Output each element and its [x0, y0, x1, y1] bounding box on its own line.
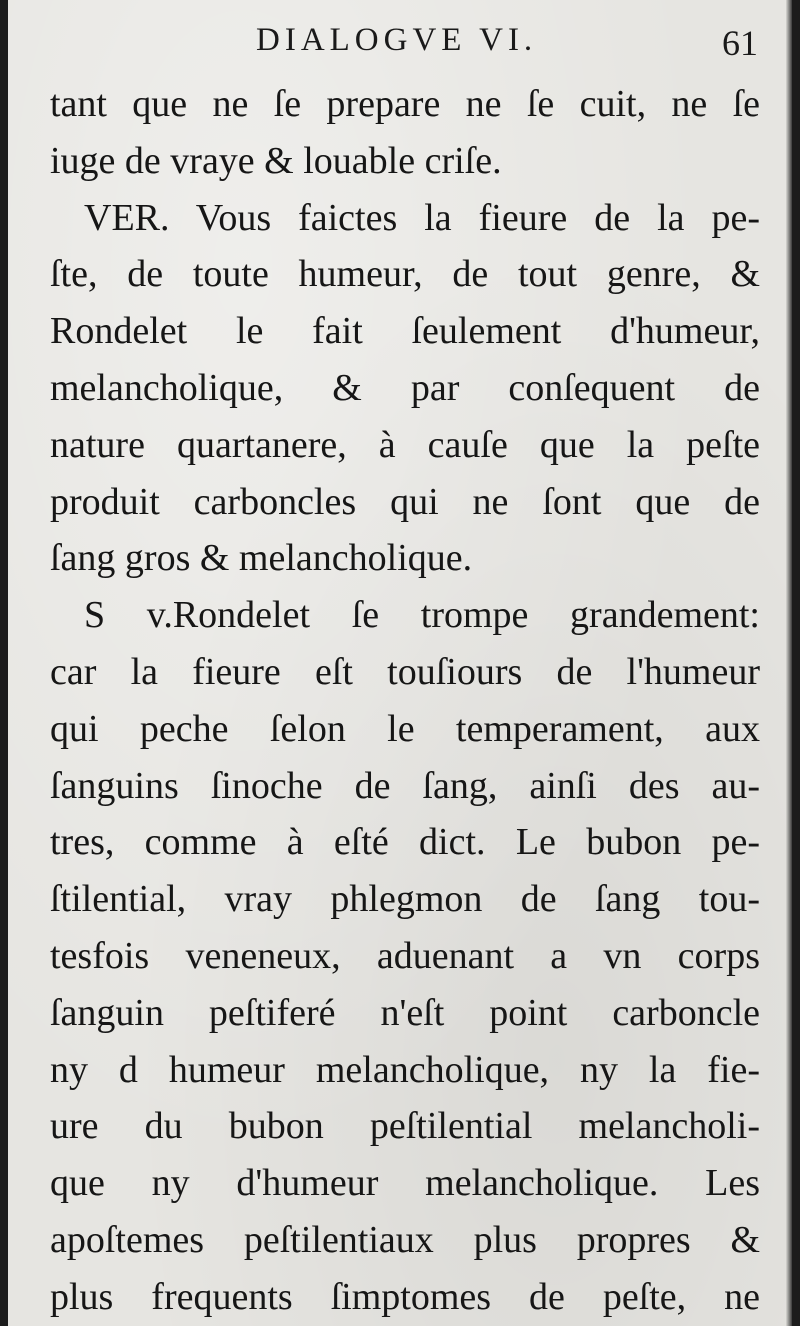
text-line: ſtilential, vray phlegmon de ſang tou- — [50, 878, 760, 921]
text-line: tesfois veneneux, aduenant a vn corps — [50, 934, 760, 977]
page-header — [8, 22, 792, 72]
text-line: iuge de vraye & louable criſe. — [50, 139, 502, 182]
text-line: ſanguin peſtiferé n'eſt point carboncle — [50, 991, 760, 1034]
text-line: tres, comme à eſté dict. Le bubon pe- — [50, 821, 760, 864]
text-line: melancholique, & par conſequent de — [50, 366, 760, 409]
text-line: que ny d'humeur melancholique. Les — [50, 1162, 760, 1205]
book-page — [8, 0, 792, 1326]
text-line: S v.Rondelet ſe trompe grandement: — [84, 594, 760, 637]
text-line: car la fieure eſt touſiours de l'humeur — [50, 650, 760, 693]
text-line: Rondelet le fait ſeulement d'humeur, — [50, 310, 760, 353]
text-line: apoſtemes peſtilentiaux plus propres & — [50, 1218, 760, 1261]
text-line: VER. Vous faictes la fieure de la pe- — [84, 196, 760, 239]
text-line: ſanguins ſinoche de ſang, ainſi des au- — [50, 764, 760, 807]
text-line: ny d humeur melancholique, ny la fie- — [50, 1048, 760, 1091]
running-title: DIALOGVE VI. — [256, 22, 538, 58]
text-line: plus frequents ſimptomes de peſte, ne — [50, 1275, 760, 1318]
text-line: produit carboncles qui ne ſont que de — [50, 480, 760, 523]
text-line: nature quartanere, à cauſe que la peſte — [50, 423, 760, 466]
page-number: 61 — [722, 23, 758, 63]
text-line: tant que ne ſe prepare ne ſe cuit, ne ſe — [50, 83, 760, 125]
text-line: ſte, de toute humeur, de tout genre, & — [50, 253, 760, 296]
text-line: qui peche ſelon le temperament, aux — [50, 707, 760, 750]
body-text — [50, 76, 760, 1326]
page-edge-shadow — [786, 0, 792, 1326]
text-line: ure du bubon peſtilential melancholi- — [50, 1105, 760, 1148]
text-line: ſang gros & melancholique. — [50, 537, 473, 580]
